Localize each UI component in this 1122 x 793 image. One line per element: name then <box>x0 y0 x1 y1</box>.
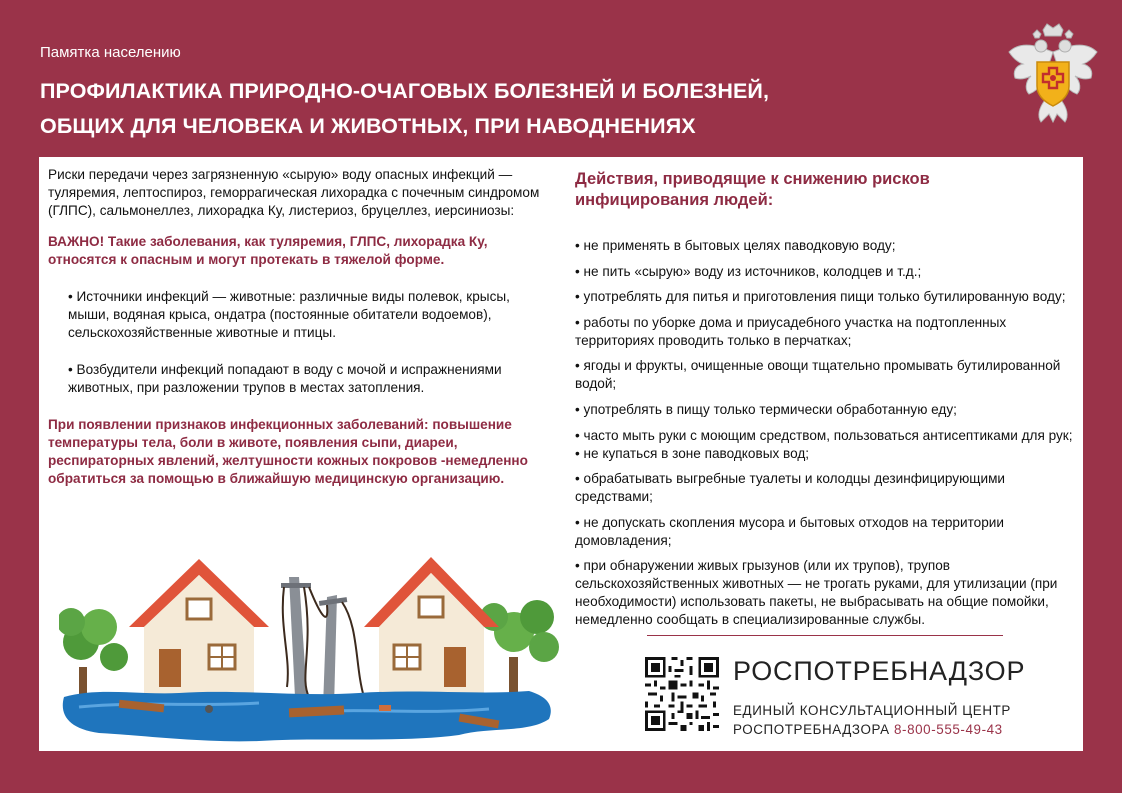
actions-list <box>575 237 1080 629</box>
list-item: • работы по уборке дома и приусадебного участка на подтопленных территориях проводить только в перчатках; <box>575 314 1007 348</box>
list-item: • употреблять для питья и приготовления пищи только бутилированную воду; <box>575 289 1066 305</box>
rospotrebnadzor-emblem-icon <box>1003 22 1103 130</box>
right-column <box>575 169 1080 637</box>
actions-heading <box>575 169 1080 211</box>
content-panel <box>39 157 1083 751</box>
intro-text: Риски передачи через загрязненную «сырую» воду опасных инфекций — туляремия, лептоспироз, геморрагическая лихорадка с почечным синдромом (ГЛПС), сальмонеллез, лихорадка Ку, листериоз, бруцеллез, иерсиниозы: <box>48 167 540 218</box>
list-item: • обрабатывать выгребные туалеты и колодцы дезинфицирующими средствами; <box>575 471 1006 505</box>
house-right-icon <box>364 557 499 712</box>
qr-code-icon[interactable] <box>645 657 719 731</box>
list-item: • не допускать скопления мусора и бытовых отходов на территории домовладения; <box>575 514 1004 548</box>
list-item: • не пить «сырую» воду из источников, колодцев и т.д.; <box>575 263 922 279</box>
list-item: • не купаться в зоне паводковых вод; <box>575 445 810 461</box>
actions-heading-line-2: инфицирования людей: <box>575 191 774 209</box>
list-item: • часто мыть руки с моющим средством, пользоваться антисептиками для рук; <box>575 427 1073 443</box>
house-left-icon <box>129 559 269 712</box>
list-item: • употреблять в пищу только термически обработанную еду; <box>575 401 957 417</box>
left-column <box>48 166 553 488</box>
page-title <box>40 74 769 144</box>
power-pole-icon <box>281 577 364 707</box>
page-subtitle: Памятка населению <box>40 44 181 61</box>
footer-divider <box>647 635 1003 636</box>
title-line-1: ПРОФИЛАКТИКА ПРИРОДНО-ОЧАГОВЫХ БОЛЕЗНЕЙ И БОЛЕЗНЕЙ, <box>40 79 770 103</box>
actions-heading-line-1: Действия, приводящие к снижению рисков <box>575 170 930 188</box>
warning-text: ВАЖНО! Такие заболевания, как туляремия, ГЛПС, лихорадка Ку, относятся к опасным и могут протекать в тяжелой форме. <box>48 234 488 267</box>
list-item: • ягоды и фрукты, очищенные овощи тщательно промывать бутилированной водой; <box>575 358 1061 392</box>
title-line-2: ОБЩИХ ДЛЯ ЧЕЛОВЕКА И ЖИВОТНЫХ, ПРИ НАВОДНЕНИЯХ <box>40 114 696 138</box>
list-item: • не применять в бытовых целях паводковую воду; <box>575 238 896 253</box>
symptoms-text: При появлении признаков инфекционных заболеваний: повышение температуры тела, боли в животе, появления сыпи, диареи, респираторных явлений, желтушности кожных покровов -немедленно обратиться за помощью в ближайшую медицинскую организацию. <box>48 417 528 486</box>
brand-name: РОСПОТРЕБНАДЗОР <box>733 656 1026 686</box>
consult-center-name: РОСПОТРЕБНАДЗОРА <box>733 722 890 737</box>
hotline-phone[interactable]: 8-800-555-49-43 <box>893 722 1003 737</box>
flooded-houses-illustration <box>59 547 564 747</box>
list-item: • при обнаружении живых грызунов (или их трупов), трупов сельскохозяйственных животных — не трогать руками, для утилизации (при необходимости) использовать пакеты, не выбрасывать на общие помойки, немедленно сообщать в специализированные службы. <box>575 558 1058 628</box>
sources-bullet: • Источники инфекций — животные: различные виды полевок, крысы, мыши, водяная крыса, ондатра (постоянные обитатели водоемов), сельскохозяйственные животные и птицы. <box>68 289 510 340</box>
pathogens-bullet: • Возбудители инфекций попадают в воду с мочой и испражнениями животных, при разложении трупов в местах затопления. <box>68 362 502 395</box>
consult-center-line-2 <box>733 722 1003 737</box>
consult-center-line-1: ЕДИНЫЙ КОНСУЛЬТАЦИОННЫЙ ЦЕНТР <box>733 703 1011 718</box>
